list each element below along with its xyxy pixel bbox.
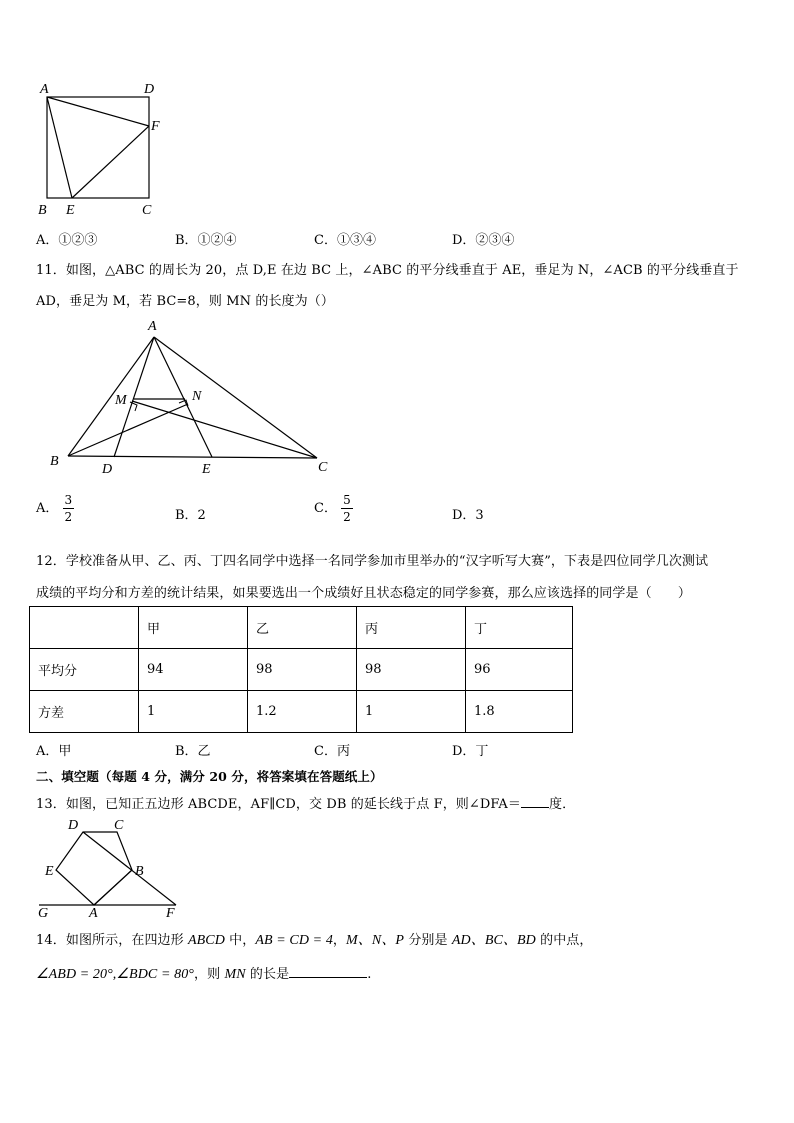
q12-text-line1: 12．学校准备从甲、乙、丙、丁四名同学中选择一名同学参加市里举办的“汉字听写大赛”，下表是四位同学几次测试 (36, 554, 709, 569)
q14-points: M、N、P (346, 933, 405, 948)
table-row (30, 691, 573, 733)
fraction-five-halves (341, 494, 353, 523)
label-G: G (38, 906, 49, 921)
label-B: B (50, 454, 59, 469)
q12-option-a[interactable]: A．甲 (36, 744, 72, 759)
label-F: F (166, 906, 175, 921)
q14-quad: ABCD (187, 933, 225, 948)
q12-option-c[interactable]: C．丙 (314, 744, 350, 759)
label-N: N (192, 389, 202, 404)
label-D: D (68, 818, 79, 833)
table-header-cell: 乙 (248, 607, 357, 649)
fraction-three-halves (63, 494, 75, 523)
q11-option-a[interactable] (36, 494, 74, 523)
q11-option-d[interactable]: D．3 (452, 508, 484, 523)
q11-option-c[interactable] (314, 494, 353, 523)
q11-option-a-prefix: A． (36, 501, 59, 516)
label-M: M (115, 393, 127, 408)
table-row (30, 649, 573, 691)
label-C: C (318, 460, 328, 475)
answer-blank[interactable] (289, 965, 367, 978)
label-A: A (89, 906, 98, 921)
q10-option-a[interactable]: A．①②③ (36, 233, 98, 248)
table-header-cell: 甲 (139, 607, 248, 649)
label-E: E (202, 462, 211, 477)
q13-text-before: 13．如图，已知正五边形 ABCDE，AF∥CD，交 DB 的延长线于点 F，则∠DFA＝ (36, 797, 521, 812)
q14-text-line2 (36, 963, 371, 983)
q14-text-c: ， (332, 933, 347, 948)
q14-text-d: 分别是 (404, 933, 452, 948)
table-cell: 平均分 (30, 649, 139, 691)
fraction-numerator: 5 (343, 493, 351, 507)
q10-options (36, 229, 756, 249)
q12-options (36, 740, 756, 760)
table-header-row (30, 607, 573, 649)
q14-mn: MN (224, 967, 246, 982)
q12-text-line2: 成绩的平均分和方差的统计结果，如果要选出一个成绩好且状态稳定的同学参赛，那么应该选择的同学是（ ） (36, 586, 692, 601)
q14-text-g: 的长是 (245, 967, 290, 982)
section-heading: 二、填空题（每题 4 分，满分 20 分，将答案填在答题纸上） (36, 769, 383, 784)
table-cell: 98 (248, 649, 357, 691)
table-cell: 94 (139, 649, 248, 691)
label-C: C (142, 203, 152, 218)
table-cell: 96 (466, 649, 573, 691)
q14-angles: ∠ABD = 20°,∠BDC = 80° (36, 967, 195, 982)
q12-option-d[interactable]: D．丁 (452, 744, 489, 759)
label-D: D (144, 82, 155, 97)
label-F: F (151, 119, 160, 134)
q14-text-b: 中， (224, 933, 256, 948)
q12-option-b[interactable]: B．乙 (175, 744, 211, 759)
q14-text-e: 的中点， (535, 933, 593, 948)
q14-segments: AD、BC、BD (451, 933, 536, 948)
q10-option-b[interactable]: B．①②④ (175, 233, 237, 248)
fraction-denominator: 2 (343, 510, 351, 524)
q10-option-d[interactable]: D．②③④ (452, 233, 515, 248)
label-C: C (114, 818, 124, 833)
table-cell: 1 (139, 691, 248, 733)
label-A: A (40, 82, 49, 97)
q14-condition: AB = CD = 4 (255, 933, 333, 948)
table-cell: 方差 (30, 691, 139, 733)
label-E: E (45, 864, 54, 879)
triangle-abc-figure (42, 316, 342, 478)
table-cell: 1 (357, 691, 466, 733)
q14-text-f: ，则 (194, 967, 225, 982)
answer-blank[interactable] (521, 795, 549, 808)
q10-option-c[interactable]: C．①③④ (314, 233, 376, 248)
fraction-denominator: 2 (64, 510, 73, 524)
table-cell: 1.8 (466, 691, 573, 733)
q14-text-end: . (367, 967, 372, 982)
q13-text-after: 度． (549, 797, 576, 812)
q14-text-line1 (36, 929, 593, 949)
pentagon-figure (34, 814, 194, 920)
table-header-cell: 丁 (466, 607, 573, 649)
label-A: A (148, 319, 157, 334)
table-header-cell: 丙 (357, 607, 466, 649)
label-B: B (135, 864, 144, 879)
q14-text-a: 14．如图所示，在四边形 (36, 933, 188, 948)
score-table (29, 606, 573, 733)
q11-text-line1: 11．如图，△ABC 的周长为 20，点 D,E 在边 BC 上，∠ABC 的平分线垂直于 AE，垂足为 N，∠ACB 的平分线垂直于 (36, 263, 739, 278)
fraction-numerator: 3 (64, 493, 73, 507)
q11-options (36, 492, 756, 536)
table-cell: 1.2 (248, 691, 357, 733)
q13-text (36, 793, 575, 812)
label-D: D (102, 462, 113, 477)
q11-option-c-prefix: C． (314, 501, 337, 516)
label-B: B (38, 203, 47, 218)
label-E: E (66, 203, 75, 218)
table-header-cell (30, 607, 139, 649)
table-cell: 98 (357, 649, 466, 691)
square-abcd-figure (30, 78, 180, 220)
q11-text-line2: AD，垂足为 M，若 BC=8，则 MN 的长度为（） (36, 294, 334, 309)
q11-option-b[interactable]: B．2 (175, 508, 206, 523)
